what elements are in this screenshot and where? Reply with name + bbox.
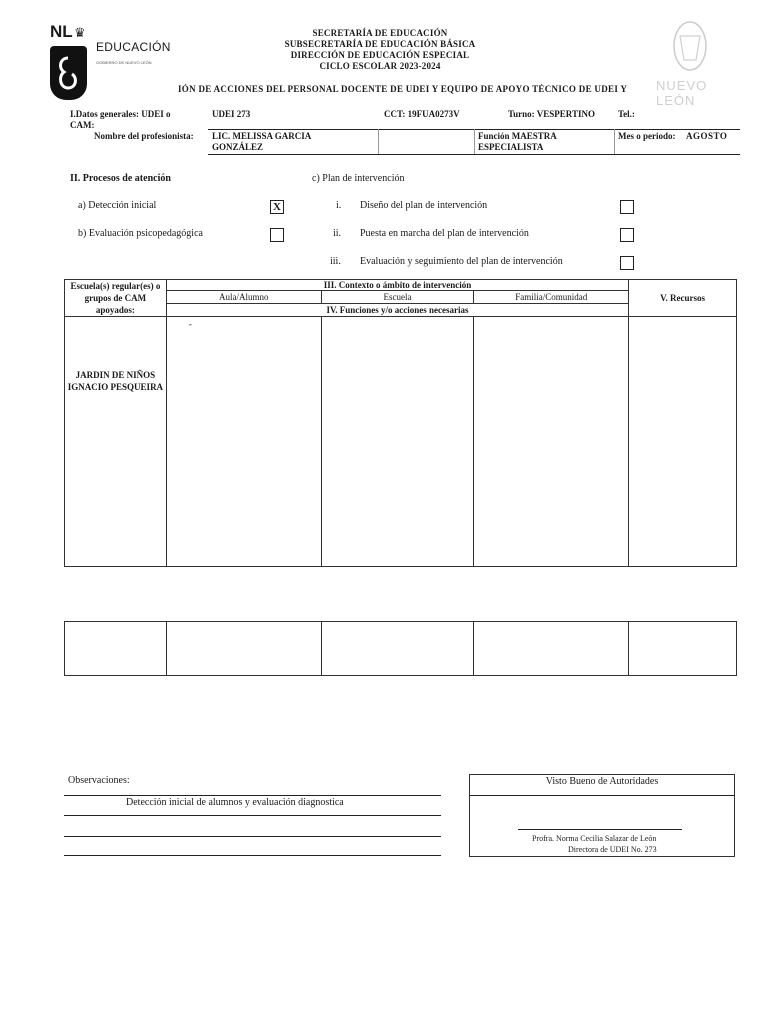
column-familia-comunidad: Familia/Comunidad xyxy=(474,291,629,304)
secondary-cell-2[interactable] xyxy=(166,622,321,676)
plan-item-1-checkbox[interactable] xyxy=(620,200,634,214)
cct-value: CCT: 19FUA0273V xyxy=(384,109,460,119)
logo-label: EDUCACIÓN xyxy=(96,40,171,54)
logo-tagline: GOBIERNO DE NUEVO LEÓN xyxy=(96,60,152,65)
plan-item-2-checkbox[interactable] xyxy=(620,228,634,242)
nuevo-leon-logo xyxy=(650,18,730,108)
observaciones-rule-2 xyxy=(64,815,441,816)
general-divider-3 xyxy=(614,129,615,154)
periodo-label: Mes o periodo: xyxy=(618,131,676,141)
secondary-cell-5[interactable] xyxy=(629,622,737,676)
profesionista-value: LIC. MELISSA GARCIA GONZÁLEZ xyxy=(212,131,311,152)
education-logo xyxy=(48,22,178,102)
resources-header: V. Recursos xyxy=(629,280,737,317)
proceso-item-a-label: a) Detección inicial xyxy=(78,200,157,211)
plan-title: c) Plan de intervención xyxy=(312,173,405,184)
observaciones-rule-4 xyxy=(64,855,441,856)
aula-cell[interactable] xyxy=(166,317,321,567)
plan-item-3-checkbox[interactable] xyxy=(620,256,634,270)
logo-brand: NL xyxy=(50,22,73,41)
context-header: III. Contexto o ámbito de intervención xyxy=(166,280,628,291)
right-logo-label: NUEVO LEÓN xyxy=(656,78,708,108)
aula-note: - xyxy=(188,319,192,329)
proceso-b-checkbox[interactable] xyxy=(270,228,284,242)
plan-item-1-num: i. xyxy=(336,200,342,211)
escuela-cell[interactable] xyxy=(321,317,474,567)
school-name-cell xyxy=(65,317,167,567)
director-name: Profra. Norma Cecilia Salazar de León xyxy=(532,834,657,843)
familia-cell[interactable] xyxy=(474,317,629,567)
procesos-title: II. Procesos de atención xyxy=(70,173,171,184)
plan-item-3-label: Evaluación y seguimiento del plan de intervención xyxy=(360,256,563,267)
header-line-3: DIRECCIÓN DE EDUCACIÓN ESPECIAL xyxy=(290,50,470,60)
general-rule-2 xyxy=(208,154,740,155)
header-line-2: SUBSECRETARÍA DE EDUCACIÓN BÁSICA xyxy=(284,39,476,49)
plan-item-3-num: iii. xyxy=(330,256,341,267)
observaciones-rule-3 xyxy=(64,836,441,837)
secondary-cell-4[interactable] xyxy=(474,622,629,676)
secondary-cell-1[interactable] xyxy=(65,622,167,676)
funcion-value: Función MAESTRA ESPECIALISTA xyxy=(478,131,557,152)
general-data-label: I.Datos generales: UDEI o CAM: xyxy=(70,109,171,130)
visto-bueno-box xyxy=(469,774,735,857)
turno-value: Turno: VESPERTINO xyxy=(508,109,595,119)
visto-bueno-title: Visto Bueno de Autoridades xyxy=(545,776,659,787)
proceso-a-checkbox[interactable]: X xyxy=(270,200,284,214)
general-divider-1 xyxy=(378,129,379,154)
coat-of-arms-icon xyxy=(650,18,730,78)
schools-header: Escuela(s) regular(es) o grupos de CAM apoyados: xyxy=(65,280,167,317)
recursos-cell[interactable] xyxy=(629,317,737,567)
actions-table xyxy=(64,279,737,567)
plan-item-1-label: Diseño del plan de intervención xyxy=(360,200,488,211)
director-role: Directora de UDEI No. 273 xyxy=(568,845,657,854)
profesionista-label: Nombre del profesionista: xyxy=(94,131,194,141)
observaciones-text[interactable]: Detección inicial de alumnos y evaluación diagnostica xyxy=(126,797,344,808)
proceso-item-b-label: b) Evaluación psicopedagógica xyxy=(78,228,203,239)
tel-label: Tel.: xyxy=(618,109,635,119)
periodo-value: AGOSTO xyxy=(686,131,728,141)
header-line-1: SECRETARÍA DE EDUCACIÓN xyxy=(312,28,448,38)
visto-bueno-title-rule xyxy=(470,795,734,796)
secondary-table xyxy=(64,621,737,676)
general-divider-2 xyxy=(474,129,475,154)
functions-header: IV. Funciones y/o acciones necesarias xyxy=(166,304,628,317)
plan-item-2-num: ii. xyxy=(333,228,342,239)
secondary-cell-3[interactable] xyxy=(321,622,474,676)
column-escuela: Escuela xyxy=(321,291,474,304)
column-aula-alumno: Aula/Alumno xyxy=(166,291,321,304)
shield-emblem-icon xyxy=(50,46,87,100)
signature-line xyxy=(518,829,682,830)
plan-item-2-label: Puesta en marcha del plan de intervención xyxy=(360,228,529,239)
crown-icon: ♛ xyxy=(74,26,86,41)
udei-value: UDEI 273 xyxy=(212,109,251,119)
school-name: JARDIN DE NIÑOS IGNACIO PESQUEIRA xyxy=(67,370,164,392)
observaciones-rule-1 xyxy=(64,795,441,796)
observaciones-label: Observaciones: xyxy=(68,775,130,786)
document-title: IÓN DE ACCIONES DEL PERSONAL DOCENTE DE UDEI Y EQUIPO DE APOYO TÉCNICO DE UDEI Y xyxy=(178,84,628,94)
header-line-4: CICLO ESCOLAR 2023-2024 xyxy=(319,61,441,71)
